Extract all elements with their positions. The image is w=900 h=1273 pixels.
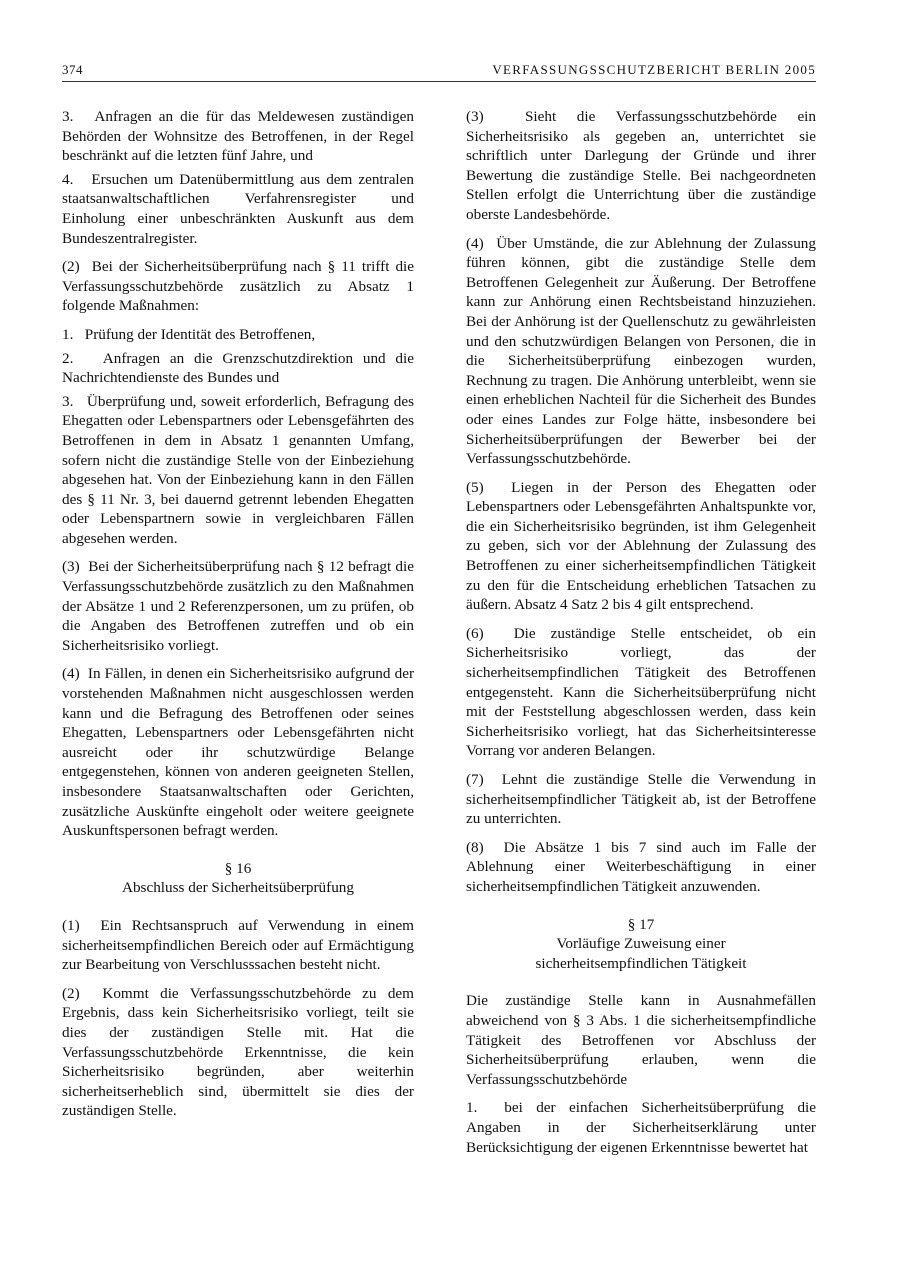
paragraph: (4) In Fällen, in denen ein Sicherheitsrisiko aufgrund der vorstehenden Maßnahmen nicht ausgeschlossen werden kann und die Befragung des Betroffenen oder seines Ehegatten, Lebenspartners oder Lebensgefährten nicht ausreicht oder ihr schutzwürdige Belange entgegenstehen, können von anderen geeigneten Stellen, insbesondere Staatsanwaltschaften oder Gerichten, zusätzliche Auskünfte eingeholt oder weitere geeignete Auskunftspersonen befragt werden.	[62, 665, 414, 840]
left-column	[62, 107, 414, 1130]
paragraph: Die zuständige Stelle kann in Ausnahmefällen abweichend von § 3 Abs. 1 die sicherheitsempfindliche Tätigkeit des Betroffenen vor Abschluss der Sicherheitsüberprüfung erlauben, wenn die Verfassungsschutzbehörde	[466, 992, 816, 1088]
section-symbol: § 16	[224, 859, 252, 877]
page-header	[62, 62, 816, 82]
paragraph: (3) Sieht die Verfassungsschutzbehörde ein Sicherheitsrisiko als gegeben an, unterrichtet sie schriftlich unter Darlegung der Gründe und ihrer Bewertung die zuständige Stelle. Bei nachgeordneten Stellen erfolgt die Unterrichtung über die zuständige oberste Landesbehörde.	[466, 108, 816, 223]
paragraph: (2) Bei der Sicherheitsüberprüfung nach § 11 trifft die Verfassungsschutzbehörde zusätzlich zu Absatz 1 folgende Maßnahmen:	[62, 258, 414, 315]
paragraph: (5) Liegen in der Person des Ehegatten oder Lebenspartners oder Lebensgefährten Anhaltspunkte vor, die ein Sicherheitsrisiko begründen, ist ihm Gelegenheit zu geben, sich vor der Ablehnung der Zulassung des Betroffenen zu einer sicherheitsempfindlichen Tätigkeit zu den für die Entscheidung erheblichen Tatsachen zu äußern. Absatz 4 Satz 2 bis 4 gilt entsprechend.	[466, 478, 816, 614]
paragraph: (1) Ein Rechtsanspruch auf Verwendung in einem sicherheitsempfindlichen Bereich oder auf Ermächtigung zur Bearbeitung von Verschlusssachen besteht nicht.	[62, 916, 414, 974]
paragraph: (7) Lehnt die zuständige Stelle die Verwendung in sicherheitsempfindlicher Tätigkeit ab, ist der Betroffene zu unterrichten.	[466, 771, 816, 828]
list-item: 3. Anfragen an die für das Meldewesen zuständigen Behörden der Wohnsitze des Betroffenen, in der Regel beschränkt auf die letzten fünf Jahre, und	[62, 108, 414, 165]
right-column	[466, 107, 816, 1166]
section-title: Vorläufige Zuweisung einer sicherheitsempfindlichen Tätigkeit	[535, 935, 747, 972]
paragraph: (3) Bei der Sicherheitsüberprüfung nach § 12 befragt die Verfassungsschutzbehörde zusätzlich zu den Maßnahmen der Absätze 1 und 2 Referenzpersonen, um zu prüfen, ob die Angaben des Betroffenen zutreffen und ob ein Sicherheitsrisiko vorliegt.	[62, 558, 414, 654]
section-heading-16	[62, 859, 414, 898]
list-item: 1. bei der einfachen Sicherheitsüberprüfung die Angaben in der Sicherheitserklärung unter Berücksichtigung der eigenen Erkenntnisse bewertet hat	[466, 1099, 816, 1156]
page-number: 374	[62, 62, 83, 77]
paragraph: (2) Kommt die Verfassungsschutzbehörde zu dem Ergebnis, dass kein Sicherheitsrisiko vorliegt, teilt sie dies der zuständigen Stelle mit. Hat die Verfassungsschutzbehörde Erkenntnisse, die kein Sicherheitsrisiko begründen, aber weiterhin sicherheitserheblich sind, übermittelt sie dies der zuständigen Stelle.	[62, 984, 414, 1120]
list-item: 3. Überprüfung und, soweit erforderlich, Befragung des Ehegatten oder Lebenspartners oder Lebensgefährten des Betroffenen in dem in Absatz 1 genannten Umfang, sofern nicht die zuständige Stelle von der Einbeziehung abgesehen hat. Von der Einbeziehung kann in den Fällen des § 11 Nr. 3, bei dauernd getrennt lebenden Ehegatten oder Lebenspartnern sowie in vergleichbaren Fällen abgesehen werden.	[62, 392, 414, 547]
list-item: 1. Prüfung der Identität des Betroffenen,	[62, 325, 316, 343]
paragraph: (4) Über Umstände, die zur Ablehnung der Zulassung führen können, gibt die zuständige Stelle dem Betroffenen Gelegenheit zur Äußerung. Der Betroffene kann zur Anhörung einen Rechtsbeistand hinzuziehen. Bei der Anhörung ist der Quellenschutz zu gewährleisten und den schutzwürdigen Belangen von Personen, die in die Sicherheitsüberprüfung einbezogen wurden, Rechnung zu tragen. Die Anhörung unterbleibt, wenn sie einen erheblichen Nachteil für die Sicherheit des Bundes oder eines Landes zur Folge hätte, insbesondere bei Sicherheitsüberprüfungen der Bewerber bei der Verfassungsschutzbehörde.	[466, 234, 816, 468]
list-item: 2. Anfragen an die Grenzschutzdirektion und die Nachrichtendienste des Bundes und	[62, 349, 414, 387]
running-title: VERFASSUNGSSCHUTZBERICHT BERLIN 2005	[492, 62, 816, 77]
section-heading-17	[466, 915, 816, 974]
paragraph: (8) Die Absätze 1 bis 7 sind auch im Falle der Ablehnung einer Weiterbeschäftigung in einer sicherheitsempfindlichen Tätigkeit anzuwenden.	[466, 838, 816, 895]
list-item: 4. Ersuchen um Datenübermittlung aus dem zentralen staatsanwaltschaftlichen Verfahrensregister und Einholung einer unbeschränkten Auskunft aus dem Bundeszentralregister.	[62, 170, 414, 247]
paragraph: (6) Die zuständige Stelle entscheidet, ob ein Sicherheitsrisiko vorliegt, das der sicherheitsempfindlichen Tätigkeit des Betroffenen entgegensteht. Kann die Sicherheitsüberprüfung nicht mit der Feststellung abgeschlossen werden, dass kein Sicherheitsrisiko vorliegt, hat das Sicherheitsinteresse Vorrang vor anderen Belangen.	[466, 624, 816, 760]
section-title: Abschluss der Sicherheitsüberprüfung	[122, 879, 354, 897]
section-symbol: § 17	[627, 915, 655, 933]
